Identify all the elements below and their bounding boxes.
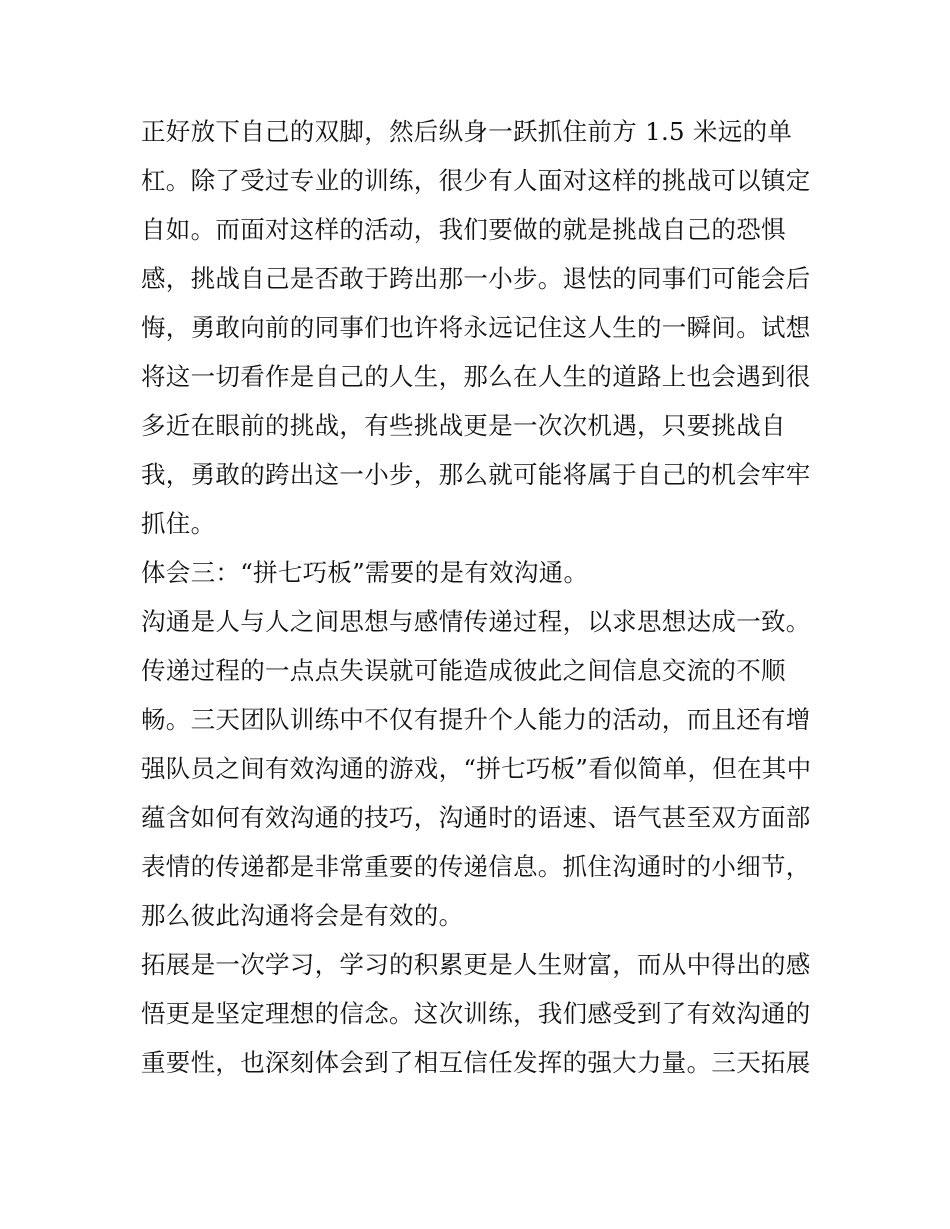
text-line: 正好放下自己的双脚，然后纵身一跃抓住前方 1.5 米远的单: [141, 117, 793, 146]
text-line: 强队员之间有效沟通的游戏，“拼七巧板”看似简单，但在其中: [141, 754, 812, 783]
text-line: 拓展是一次学习，学习的积累更是人生财富，而从中得出的感: [141, 950, 811, 979]
body-text: [141, 107, 813, 1087]
text-line: 悔，勇敢向前的同事们也许将永远记住这人生的一瞬间。试想: [141, 313, 811, 342]
text-line: 多近在眼前的挑战，有些挑战更是一次次机遇，只要挑战自: [141, 411, 786, 440]
text-line: 杠。除了受过专业的训练，很少有人面对这样的挑战可以镇定: [141, 166, 811, 195]
text-line: 我，勇敢的跨出这一小步，那么就可能将属于自己的机会牢牢: [141, 460, 811, 489]
text-line: 重要性，也深刻体会到了相互信任发挥的强大力量。三天拓展: [141, 1048, 811, 1077]
text-line: 自如。而面对这样的活动，我们要做的就是挑战自己的恐惧: [141, 215, 786, 244]
section-heading: 体会三：“拼七巧板”需要的是有效沟通。: [141, 558, 589, 587]
text-line: 抓住。: [141, 509, 216, 538]
text-line: 悟更是坚定理想的信念。这次训练，我们感受到了有效沟通的: [141, 999, 811, 1028]
text-line: 传递过程的一点点失误就可能造成彼此之间信息交流的不顺: [141, 656, 786, 685]
text-line: 蕴含如何有效沟通的技巧，沟通时的语速、语气甚至双方面部: [141, 803, 811, 832]
text-line: 沟通是人与人之间思想与感情传递过程，以求思想达成一致。: [141, 607, 811, 636]
text-line: 表情的传递都是非常重要的传递信息。抓住沟通时的小细节，: [141, 852, 811, 881]
text-line: 那么彼此沟通将会是有效的。: [141, 901, 464, 930]
text-line: 感，挑战自己是否敢于跨出那一小步。退怯的同事们可能会后: [141, 264, 811, 293]
text-line: 畅。三天团队训练中不仅有提升个人能力的活动，而且还有增: [141, 705, 811, 734]
text-line: 将这一切看作是自己的人生，那么在人生的道路上也会遇到很: [141, 362, 811, 391]
